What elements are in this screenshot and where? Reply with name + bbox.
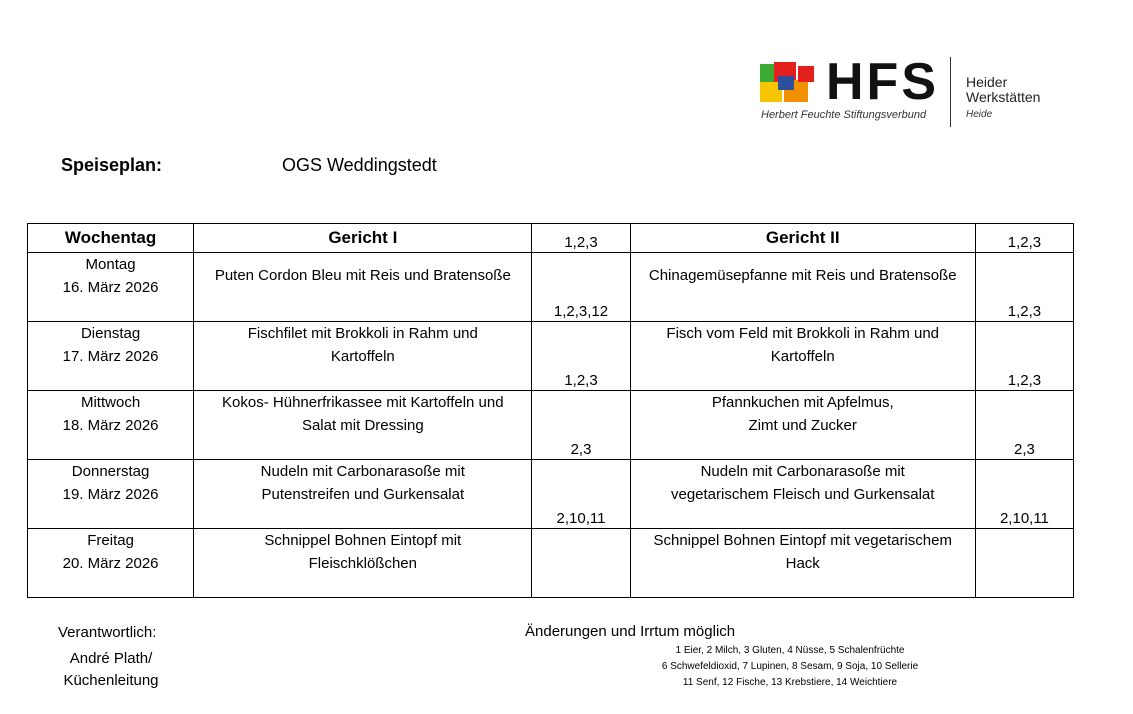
hfs-logo-mark-icon [760, 62, 814, 104]
dish-2-line-2: Kartoffeln [770, 348, 835, 365]
dish-1-cell [194, 529, 532, 598]
changes-note: Änderungen und Irrtum möglich [525, 623, 736, 640]
dish-2-line-2: Zimt und Zucker [748, 417, 857, 434]
day-date: 20. März 2026 [62, 555, 159, 572]
menu-table [27, 223, 1074, 598]
logo-werkstaetten: Werkstätten [966, 89, 1041, 105]
dish-2-cell [630, 460, 975, 529]
dish-1-line-2: Putenstreifen und Gurkensalat [261, 486, 465, 503]
day-cell [28, 460, 194, 529]
dish-1-line-2: Kartoffeln [330, 348, 395, 365]
allergen-code-2-text: 1,2,3 [1007, 234, 1042, 251]
dish-2-cell [630, 529, 975, 598]
day-name: Donnerstag [71, 463, 150, 480]
day-name: Mittwoch [80, 394, 141, 411]
logo-heide: Heide [966, 109, 993, 120]
allergen-code-2-text: 2,10,11 [999, 510, 1049, 527]
allergen-code-1-text: 1,2,3,12 [553, 303, 609, 320]
allergen-code-2-text: 1,2,3 [1007, 372, 1042, 389]
allergen-code-2 [975, 510, 1073, 598]
header-gericht-1: Gericht I [194, 224, 532, 253]
dish-1-line-1: Schnippel Bohnen Eintopf mit [264, 532, 462, 549]
header-gericht-2: Gericht II [630, 224, 975, 253]
dish-1-cell [194, 253, 532, 322]
day-cell [28, 322, 194, 391]
dish-1-line-1: Fischfilet mit Brokkoli in Rahm und [247, 325, 478, 342]
allergen-legend-line: 6 Schwefeldioxid, 7 Lupinen, 8 Sesam, 9 Soja, 10 Sellerie [661, 661, 919, 672]
dish-2-line-2: Hack [785, 555, 820, 572]
header-wochentag: Wochentag [28, 224, 194, 253]
allergen-legend [640, 643, 940, 691]
hfs-logo-subtitle: Herbert Feuchte Stiftungsverbund [761, 109, 927, 121]
day-date: 16. März 2026 [62, 279, 159, 296]
allergen-code-2-text: 2,3 [1014, 441, 1035, 458]
dish-2-cell [630, 322, 975, 391]
day-name: Montag [85, 256, 136, 273]
dish-1-line-2: Fleischklößchen [308, 555, 417, 572]
table-row [28, 529, 1074, 598]
dish-1-line-1: Nudeln mit Carbonarasoße mit [260, 463, 465, 480]
dish-1-cell [194, 391, 532, 460]
allergen-code-1 [532, 510, 630, 598]
allergen-code-1-text: 2,3 [570, 441, 592, 458]
hfs-logo-text: HFS [826, 53, 939, 111]
day-cell [28, 253, 194, 322]
day-name: Dienstag [80, 325, 141, 342]
responsible-role: Küchenleitung [63, 672, 159, 689]
dish-2-line-1: Nudeln mit Carbonarasoße mit [700, 463, 905, 480]
logo-divider [950, 57, 951, 127]
speiseplan-label: Speiseplan: [61, 155, 163, 175]
day-cell [28, 529, 194, 598]
dish-2-cell [630, 391, 975, 460]
dish-1-cell [194, 322, 532, 391]
dish-1-line-1: Puten Cordon Bleu mit Reis und Bratensoße [214, 267, 511, 284]
allergen-code-1-text: 1,2,3 [564, 372, 598, 389]
allergen-code-1-text: 2,10,11 [556, 510, 606, 527]
responsible-label: Verantwortlich: [58, 624, 157, 641]
allergen-code-1-text: 1,2,3 [564, 234, 598, 251]
dish-2-line-2: vegetarischem Fleisch und Gurkensalat [670, 486, 935, 503]
day-name: Freitag [87, 532, 134, 549]
dish-2-line-1: Schnippel Bohnen Eintopf mit vegetarischem [653, 532, 952, 549]
responsible-name: André Plath/ [69, 650, 153, 667]
dish-2-cell [630, 253, 975, 322]
dish-2-line-1: Chinagemüsepfanne mit Reis und Bratensoße [648, 267, 957, 284]
day-date: 18. März 2026 [62, 417, 159, 434]
dish-1-line-2: Salat mit Dressing [301, 417, 424, 434]
dish-2-line-1: Fisch vom Feld mit Brokkoli in Rahm und [666, 325, 940, 342]
logo-heider: Heider [966, 74, 1008, 90]
responsible-person [58, 648, 164, 692]
dish-2-line-1: Pfannkuchen mit Apfelmus, [711, 394, 894, 411]
location-name: OGS Weddingstedt [282, 155, 437, 175]
day-date: 17. März 2026 [62, 348, 159, 365]
allergen-legend-line: 11 Senf, 12 Fische, 13 Krebstiere, 14 Weichtiere [682, 677, 898, 688]
allergen-legend-line: 1 Eier, 2 Milch, 3 Gluten, 4 Nüsse, 5 Schalenfrüchte [675, 645, 905, 656]
allergen-code-2-text: 1,2,3 [1007, 303, 1042, 320]
dish-1-line-1: Kokos- Hühnerfrikassee mit Kartoffeln und [222, 394, 504, 411]
dish-1-cell [194, 460, 532, 529]
day-date: 19. März 2026 [62, 486, 159, 503]
day-cell [28, 391, 194, 460]
